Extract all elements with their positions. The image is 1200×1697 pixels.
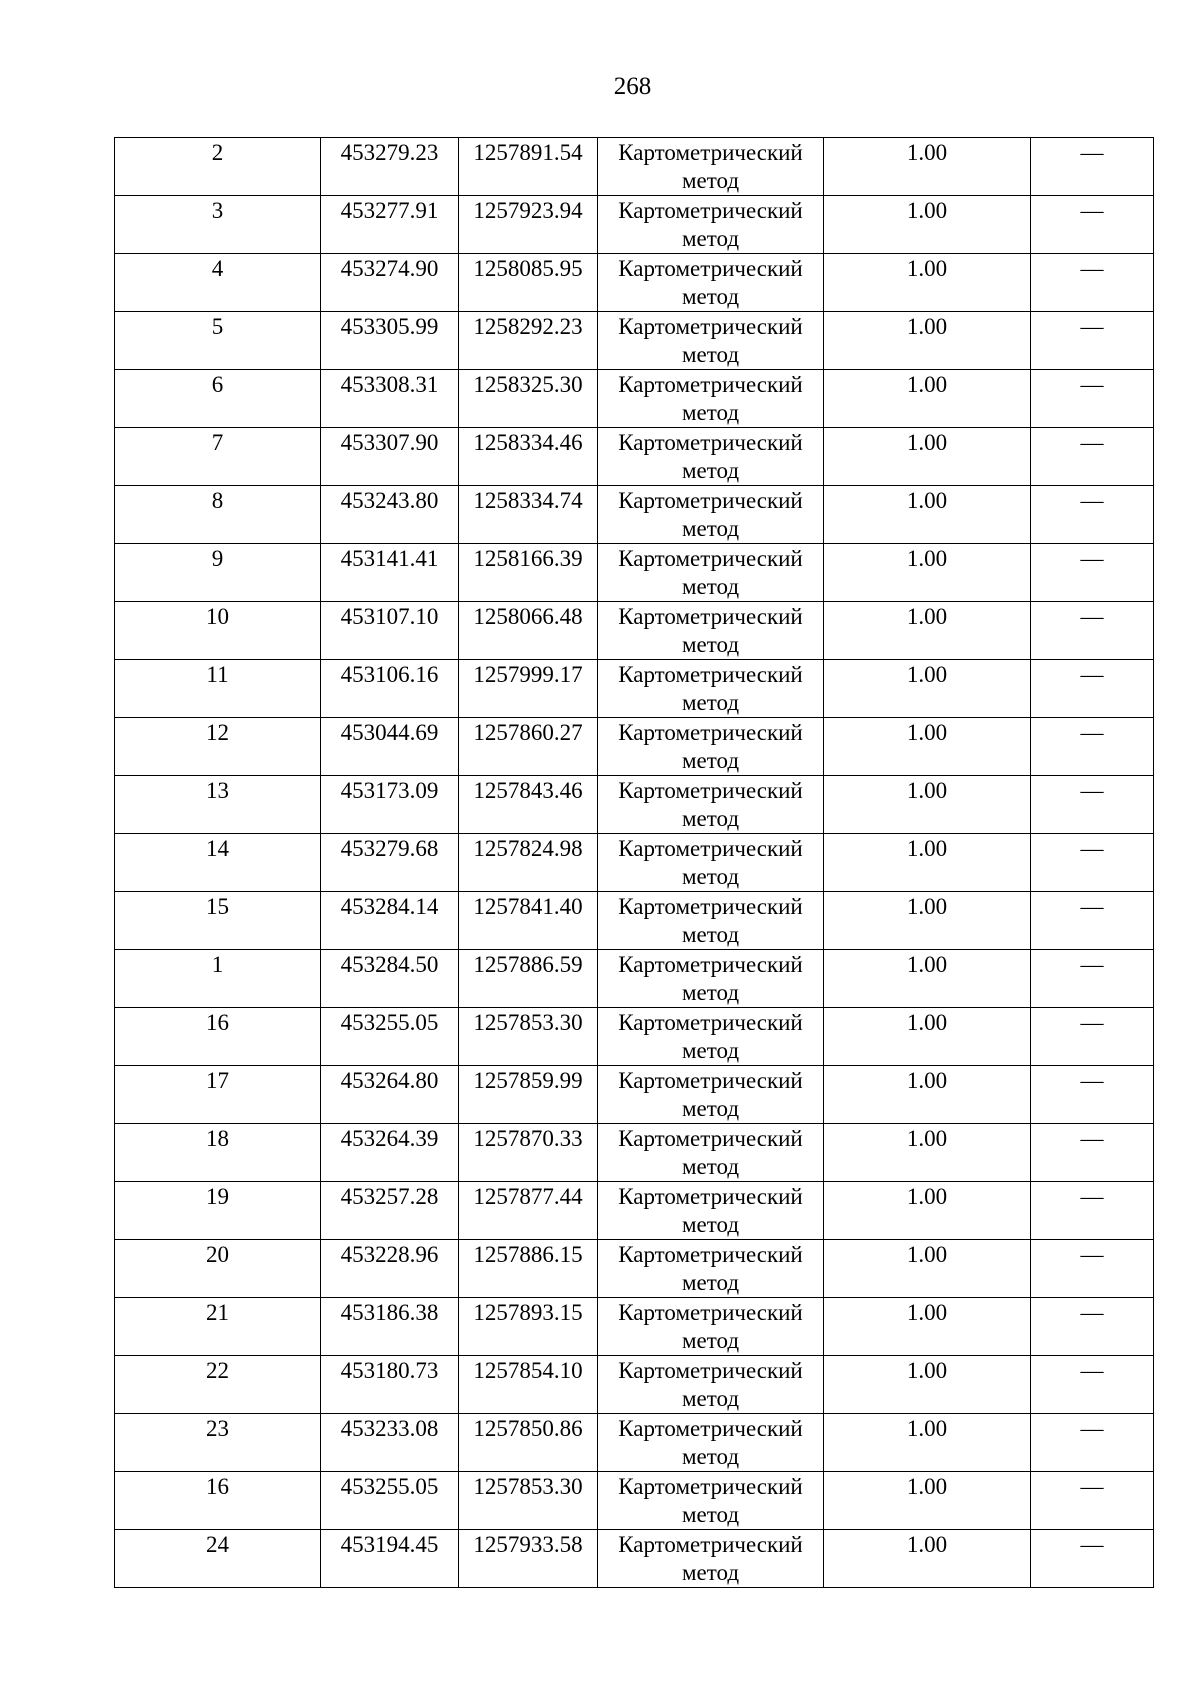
- method-line-2: метод: [681, 1212, 740, 1237]
- y-coordinate-cell: 1258334.74: [459, 486, 598, 544]
- description-cell: —: [1031, 602, 1154, 660]
- method-line-2: метод: [681, 980, 740, 1005]
- description-cell: —: [1031, 544, 1154, 602]
- accuracy-cell: 1.00: [824, 660, 1031, 718]
- point-number-cell: 13: [115, 776, 321, 834]
- description-cell: —: [1031, 1356, 1154, 1414]
- method-line-2: метод: [681, 342, 740, 367]
- table-row: [115, 1008, 1154, 1066]
- table-row: [115, 544, 1154, 602]
- method-cell: [598, 1472, 824, 1530]
- method-cell: [598, 834, 824, 892]
- y-coordinate-cell: 1257853.30: [459, 1008, 598, 1066]
- y-coordinate-cell: 1258166.39: [459, 544, 598, 602]
- x-coordinate-cell: 453228.96: [321, 1240, 459, 1298]
- table-row: [115, 1066, 1154, 1124]
- point-number-cell: 10: [115, 602, 321, 660]
- accuracy-cell: 1.00: [824, 1066, 1031, 1124]
- x-coordinate-cell: 453243.80: [321, 486, 459, 544]
- x-coordinate-cell: 453279.68: [321, 834, 459, 892]
- description-cell: —: [1031, 660, 1154, 718]
- x-coordinate-cell: 453284.50: [321, 950, 459, 1008]
- method-line-1: Картометрический: [618, 836, 803, 861]
- x-coordinate-cell: 453141.41: [321, 544, 459, 602]
- method-line-1: Картометрический: [618, 1126, 803, 1151]
- accuracy-cell: 1.00: [824, 312, 1031, 370]
- description-cell: —: [1031, 834, 1154, 892]
- x-coordinate-cell: 453264.39: [321, 1124, 459, 1182]
- table-row: [115, 486, 1154, 544]
- y-coordinate-cell: 1257860.27: [459, 718, 598, 776]
- method-line-2: метод: [681, 226, 740, 251]
- method-line-1: Картометрический: [618, 1242, 803, 1267]
- table-row: [115, 370, 1154, 428]
- method-line-2: метод: [681, 922, 740, 947]
- method-cell: [598, 312, 824, 370]
- table-row: [115, 138, 1154, 196]
- x-coordinate-cell: 453307.90: [321, 428, 459, 486]
- method-line-2: метод: [681, 1154, 740, 1179]
- y-coordinate-cell: 1258325.30: [459, 370, 598, 428]
- x-coordinate-cell: 453308.31: [321, 370, 459, 428]
- description-cell: —: [1031, 1182, 1154, 1240]
- x-coordinate-cell: 453173.09: [321, 776, 459, 834]
- method-line-1: Картометрический: [618, 1068, 803, 1093]
- y-coordinate-cell: 1257843.46: [459, 776, 598, 834]
- point-number-cell: 21: [115, 1298, 321, 1356]
- method-cell: [598, 602, 824, 660]
- table-row: [115, 1240, 1154, 1298]
- y-coordinate-cell: 1257886.15: [459, 1240, 598, 1298]
- x-coordinate-cell: 453264.80: [321, 1066, 459, 1124]
- table-row: [115, 312, 1154, 370]
- accuracy-cell: 1.00: [824, 1240, 1031, 1298]
- method-line-1: Картометрический: [618, 894, 803, 919]
- table-row: [115, 602, 1154, 660]
- x-coordinate-cell: 453233.08: [321, 1414, 459, 1472]
- method-line-1: Картометрический: [618, 198, 803, 223]
- y-coordinate-cell: 1257891.54: [459, 138, 598, 196]
- method-line-1: Картометрический: [618, 314, 803, 339]
- accuracy-cell: 1.00: [824, 892, 1031, 950]
- accuracy-cell: 1.00: [824, 834, 1031, 892]
- description-cell: —: [1031, 254, 1154, 312]
- point-number-cell: 3: [115, 196, 321, 254]
- point-number-cell: 16: [115, 1472, 321, 1530]
- method-cell: [598, 196, 824, 254]
- point-number-cell: 5: [115, 312, 321, 370]
- method-line-1: Картометрический: [618, 1474, 803, 1499]
- accuracy-cell: 1.00: [824, 138, 1031, 196]
- x-coordinate-cell: 453255.05: [321, 1008, 459, 1066]
- x-coordinate-cell: 453186.38: [321, 1298, 459, 1356]
- y-coordinate-cell: 1258334.46: [459, 428, 598, 486]
- description-cell: —: [1031, 892, 1154, 950]
- method-line-2: метод: [681, 1386, 740, 1411]
- method-line-2: метод: [681, 632, 740, 657]
- method-line-1: Картометрический: [618, 1184, 803, 1209]
- y-coordinate-cell: 1257841.40: [459, 892, 598, 950]
- method-cell: [598, 254, 824, 312]
- method-line-2: метод: [681, 1270, 740, 1295]
- table-row: [115, 1472, 1154, 1530]
- method-cell: [598, 1124, 824, 1182]
- method-line-2: метод: [681, 1096, 740, 1121]
- method-line-2: метод: [681, 1444, 740, 1469]
- y-coordinate-cell: 1257854.10: [459, 1356, 598, 1414]
- accuracy-cell: 1.00: [824, 1124, 1031, 1182]
- y-coordinate-cell: 1257933.58: [459, 1530, 598, 1588]
- y-coordinate-cell: 1257999.17: [459, 660, 598, 718]
- method-line-1: Картометрический: [618, 546, 803, 571]
- method-cell: [598, 950, 824, 1008]
- point-number-cell: 1: [115, 950, 321, 1008]
- point-number-cell: 15: [115, 892, 321, 950]
- description-cell: —: [1031, 718, 1154, 776]
- method-line-2: метод: [681, 516, 740, 541]
- method-cell: [598, 1240, 824, 1298]
- y-coordinate-cell: 1258292.23: [459, 312, 598, 370]
- method-cell: [598, 370, 824, 428]
- x-coordinate-cell: 453279.23: [321, 138, 459, 196]
- description-cell: —: [1031, 196, 1154, 254]
- table-row: [115, 1298, 1154, 1356]
- method-line-2: метод: [681, 1502, 740, 1527]
- accuracy-cell: 1.00: [824, 544, 1031, 602]
- description-cell: —: [1031, 312, 1154, 370]
- accuracy-cell: 1.00: [824, 1472, 1031, 1530]
- table-row: [115, 254, 1154, 312]
- accuracy-cell: 1.00: [824, 718, 1031, 776]
- point-number-cell: 18: [115, 1124, 321, 1182]
- description-cell: —: [1031, 428, 1154, 486]
- table-row: [115, 428, 1154, 486]
- accuracy-cell: 1.00: [824, 428, 1031, 486]
- point-number-cell: 16: [115, 1008, 321, 1066]
- method-line-1: Картометрический: [618, 1300, 803, 1325]
- method-line-1: Картометрический: [618, 488, 803, 513]
- accuracy-cell: 1.00: [824, 1008, 1031, 1066]
- table-row: [115, 1356, 1154, 1414]
- method-line-2: метод: [681, 168, 740, 193]
- y-coordinate-cell: 1258066.48: [459, 602, 598, 660]
- x-coordinate-cell: 453274.90: [321, 254, 459, 312]
- accuracy-cell: 1.00: [824, 370, 1031, 428]
- method-cell: [598, 138, 824, 196]
- method-line-2: метод: [681, 1328, 740, 1353]
- accuracy-cell: 1.00: [824, 486, 1031, 544]
- y-coordinate-cell: 1258085.95: [459, 254, 598, 312]
- y-coordinate-cell: 1257893.15: [459, 1298, 598, 1356]
- point-number-cell: 6: [115, 370, 321, 428]
- method-line-1: Картометрический: [618, 430, 803, 455]
- point-number-cell: 4: [115, 254, 321, 312]
- description-cell: —: [1031, 1240, 1154, 1298]
- description-cell: —: [1031, 950, 1154, 1008]
- method-line-2: метод: [681, 1038, 740, 1063]
- method-line-1: Картометрический: [618, 256, 803, 281]
- method-cell: [598, 1298, 824, 1356]
- table-row: [115, 1124, 1154, 1182]
- method-cell: [598, 660, 824, 718]
- table-row: [115, 1182, 1154, 1240]
- method-line-1: Картометрический: [618, 604, 803, 629]
- point-number-cell: 14: [115, 834, 321, 892]
- point-number-cell: 23: [115, 1414, 321, 1472]
- point-number-cell: 2: [115, 138, 321, 196]
- method-cell: [598, 718, 824, 776]
- y-coordinate-cell: 1257877.44: [459, 1182, 598, 1240]
- x-coordinate-cell: 453194.45: [321, 1530, 459, 1588]
- description-cell: —: [1031, 776, 1154, 834]
- table-row: [115, 776, 1154, 834]
- method-line-2: метод: [681, 458, 740, 483]
- method-cell: [598, 1356, 824, 1414]
- y-coordinate-cell: 1257870.33: [459, 1124, 598, 1182]
- description-cell: —: [1031, 1298, 1154, 1356]
- method-line-1: Картометрический: [618, 778, 803, 803]
- accuracy-cell: 1.00: [824, 1182, 1031, 1240]
- y-coordinate-cell: 1257886.59: [459, 950, 598, 1008]
- method-line-2: метод: [681, 574, 740, 599]
- table-row: [115, 196, 1154, 254]
- method-line-1: Картометрический: [618, 1532, 803, 1557]
- table-row: [115, 718, 1154, 776]
- description-cell: —: [1031, 1066, 1154, 1124]
- method-cell: [598, 428, 824, 486]
- table-row: [115, 892, 1154, 950]
- table-row: [115, 950, 1154, 1008]
- method-line-1: Картометрический: [618, 1416, 803, 1441]
- y-coordinate-cell: 1257850.86: [459, 1414, 598, 1472]
- description-cell: —: [1031, 138, 1154, 196]
- method-line-1: Картометрический: [618, 140, 803, 165]
- point-number-cell: 19: [115, 1182, 321, 1240]
- method-cell: [598, 776, 824, 834]
- point-number-cell: 24: [115, 1530, 321, 1588]
- method-line-1: Картометрический: [618, 1358, 803, 1383]
- method-line-2: метод: [681, 400, 740, 425]
- accuracy-cell: 1.00: [824, 776, 1031, 834]
- x-coordinate-cell: 453257.28: [321, 1182, 459, 1240]
- table-row: [115, 1530, 1154, 1588]
- method-line-1: Картометрический: [618, 662, 803, 687]
- y-coordinate-cell: 1257923.94: [459, 196, 598, 254]
- description-cell: —: [1031, 1414, 1154, 1472]
- point-number-cell: 22: [115, 1356, 321, 1414]
- table-row: [115, 660, 1154, 718]
- method-line-2: метод: [681, 806, 740, 831]
- table-row: [115, 1414, 1154, 1472]
- x-coordinate-cell: 453277.91: [321, 196, 459, 254]
- point-number-cell: 17: [115, 1066, 321, 1124]
- point-number-cell: 7: [115, 428, 321, 486]
- point-number-cell: 12: [115, 718, 321, 776]
- description-cell: —: [1031, 1124, 1154, 1182]
- method-line-2: метод: [681, 690, 740, 715]
- method-line-1: Картометрический: [618, 720, 803, 745]
- y-coordinate-cell: 1257859.99: [459, 1066, 598, 1124]
- method-line-1: Картометрический: [618, 372, 803, 397]
- accuracy-cell: 1.00: [824, 254, 1031, 312]
- description-cell: —: [1031, 1472, 1154, 1530]
- x-coordinate-cell: 453284.14: [321, 892, 459, 950]
- x-coordinate-cell: 453044.69: [321, 718, 459, 776]
- x-coordinate-cell: 453255.05: [321, 1472, 459, 1530]
- accuracy-cell: 1.00: [824, 1414, 1031, 1472]
- accuracy-cell: 1.00: [824, 602, 1031, 660]
- description-cell: —: [1031, 1008, 1154, 1066]
- method-line-1: Картометрический: [618, 952, 803, 977]
- x-coordinate-cell: 453107.10: [321, 602, 459, 660]
- point-number-cell: 9: [115, 544, 321, 602]
- method-cell: [598, 892, 824, 950]
- page-number: 268: [613, 73, 652, 100]
- method-line-1: Картометрический: [618, 1010, 803, 1035]
- method-line-2: метод: [681, 864, 740, 889]
- x-coordinate-cell: 453180.73: [321, 1356, 459, 1414]
- point-number-cell: 20: [115, 1240, 321, 1298]
- coordinates-table-body: [115, 138, 1154, 1588]
- accuracy-cell: 1.00: [824, 1356, 1031, 1414]
- table-row: [115, 834, 1154, 892]
- method-cell: [598, 486, 824, 544]
- point-number-cell: 11: [115, 660, 321, 718]
- x-coordinate-cell: 453305.99: [321, 312, 459, 370]
- description-cell: —: [1031, 1530, 1154, 1588]
- accuracy-cell: 1.00: [824, 1530, 1031, 1588]
- accuracy-cell: 1.00: [824, 950, 1031, 1008]
- x-coordinate-cell: 453106.16: [321, 660, 459, 718]
- method-cell: [598, 1530, 824, 1588]
- description-cell: —: [1031, 486, 1154, 544]
- method-cell: [598, 544, 824, 602]
- method-cell: [598, 1414, 824, 1472]
- method-cell: [598, 1066, 824, 1124]
- y-coordinate-cell: 1257824.98: [459, 834, 598, 892]
- coordinates-table: [114, 137, 1154, 1588]
- point-number-cell: 8: [115, 486, 321, 544]
- method-cell: [598, 1008, 824, 1066]
- description-cell: —: [1031, 370, 1154, 428]
- method-line-2: метод: [681, 748, 740, 773]
- y-coordinate-cell: 1257853.30: [459, 1472, 598, 1530]
- method-line-2: метод: [681, 1560, 740, 1585]
- method-line-2: метод: [681, 284, 740, 309]
- method-cell: [598, 1182, 824, 1240]
- accuracy-cell: 1.00: [824, 196, 1031, 254]
- accuracy-cell: 1.00: [824, 1298, 1031, 1356]
